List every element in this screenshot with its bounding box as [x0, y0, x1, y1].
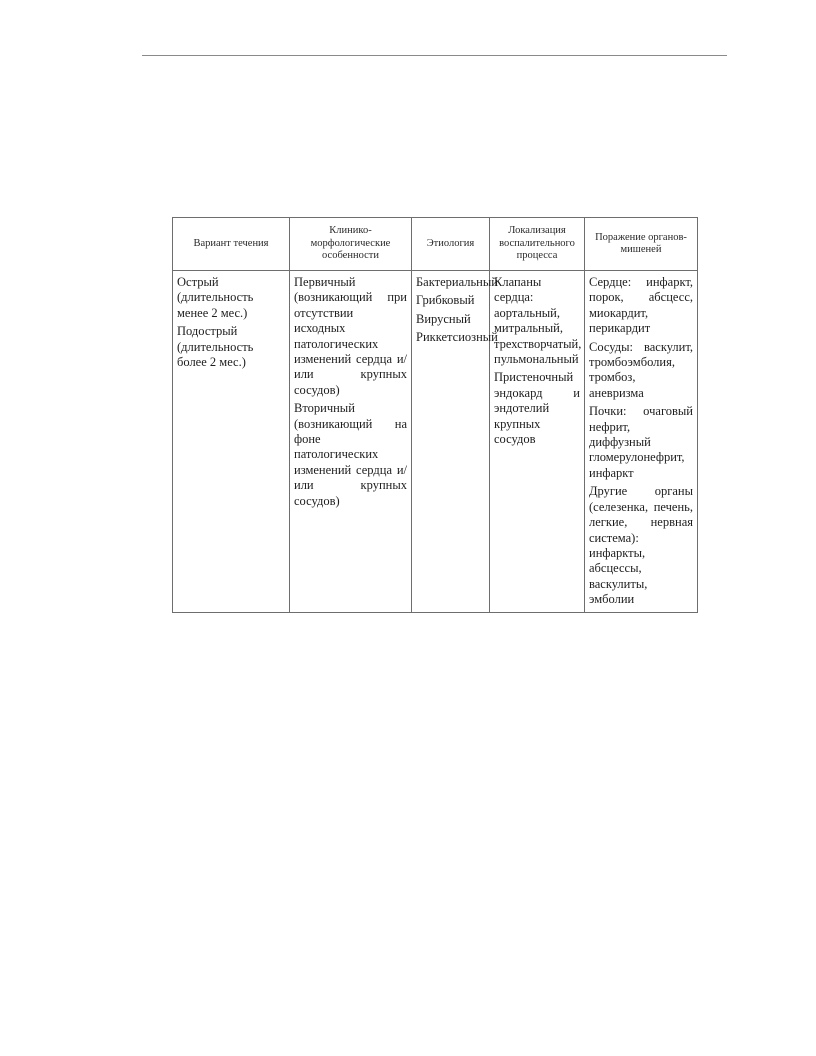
header-variant: Вариант течения	[173, 218, 290, 271]
table-header-row	[173, 218, 698, 271]
etiology-fungal: Грибковый	[416, 293, 475, 308]
lesions-other: Другие органы (селезенка, печень, легкие, нервная система): инфаркты, абсцессы, васкулиты, эмболии	[589, 484, 693, 607]
localization-parietal: Пристеночный эндокард и эндотелий крупных сосудов	[494, 370, 580, 447]
cell-localization	[490, 271, 585, 613]
header-lesions: Поражение органов-мишеней	[585, 218, 698, 271]
etiology-rickettsial: Риккетсиозный	[416, 330, 498, 345]
cell-etiology	[412, 271, 498, 613]
header-features: Клинико-морфологические особенности	[290, 218, 412, 271]
table-row	[173, 271, 698, 613]
lesions-vessels: Сосуды: васкулит, тромбоэмболия, тромбоз, аневризма	[589, 339, 693, 400]
etiology-bacterial: Бактериальный	[416, 275, 498, 289]
variant-subacute: Подострый (длительность более 2 мес.)	[177, 324, 254, 370]
lesions-kidneys: Почки: очаговый нефрит, диффузный гломерулонефрит, инфаркт	[589, 404, 693, 480]
page-header-rule	[142, 55, 727, 56]
cell-variant	[173, 271, 290, 613]
cell-features	[290, 271, 412, 613]
variant-acute: Острый (длительность менее 2 мес.)	[177, 275, 254, 320]
etiology-viral: Вирусный	[416, 311, 471, 326]
endocarditis-classification-table	[172, 217, 698, 613]
features-primary: Первичный (возникающий при отсутствии исходных патологических изменений сердца и/или крупных сосудов)	[294, 275, 407, 397]
cell-lesions	[585, 271, 698, 613]
header-etiology: Этиология	[412, 218, 490, 271]
lesions-heart: Сердце: инфаркт, порок, абсцесс, миокардит, перикардит	[589, 275, 693, 336]
header-localization: Локализация воспалительного процесса	[490, 218, 585, 271]
localization-valves: Клапаны сердца: аортальный, митральный, трехстворчатый, пульмональный	[494, 275, 582, 367]
features-secondary: Вторичный (возникающий на фоне патологических изменений сердца и/или крупных сосудов)	[294, 401, 407, 508]
